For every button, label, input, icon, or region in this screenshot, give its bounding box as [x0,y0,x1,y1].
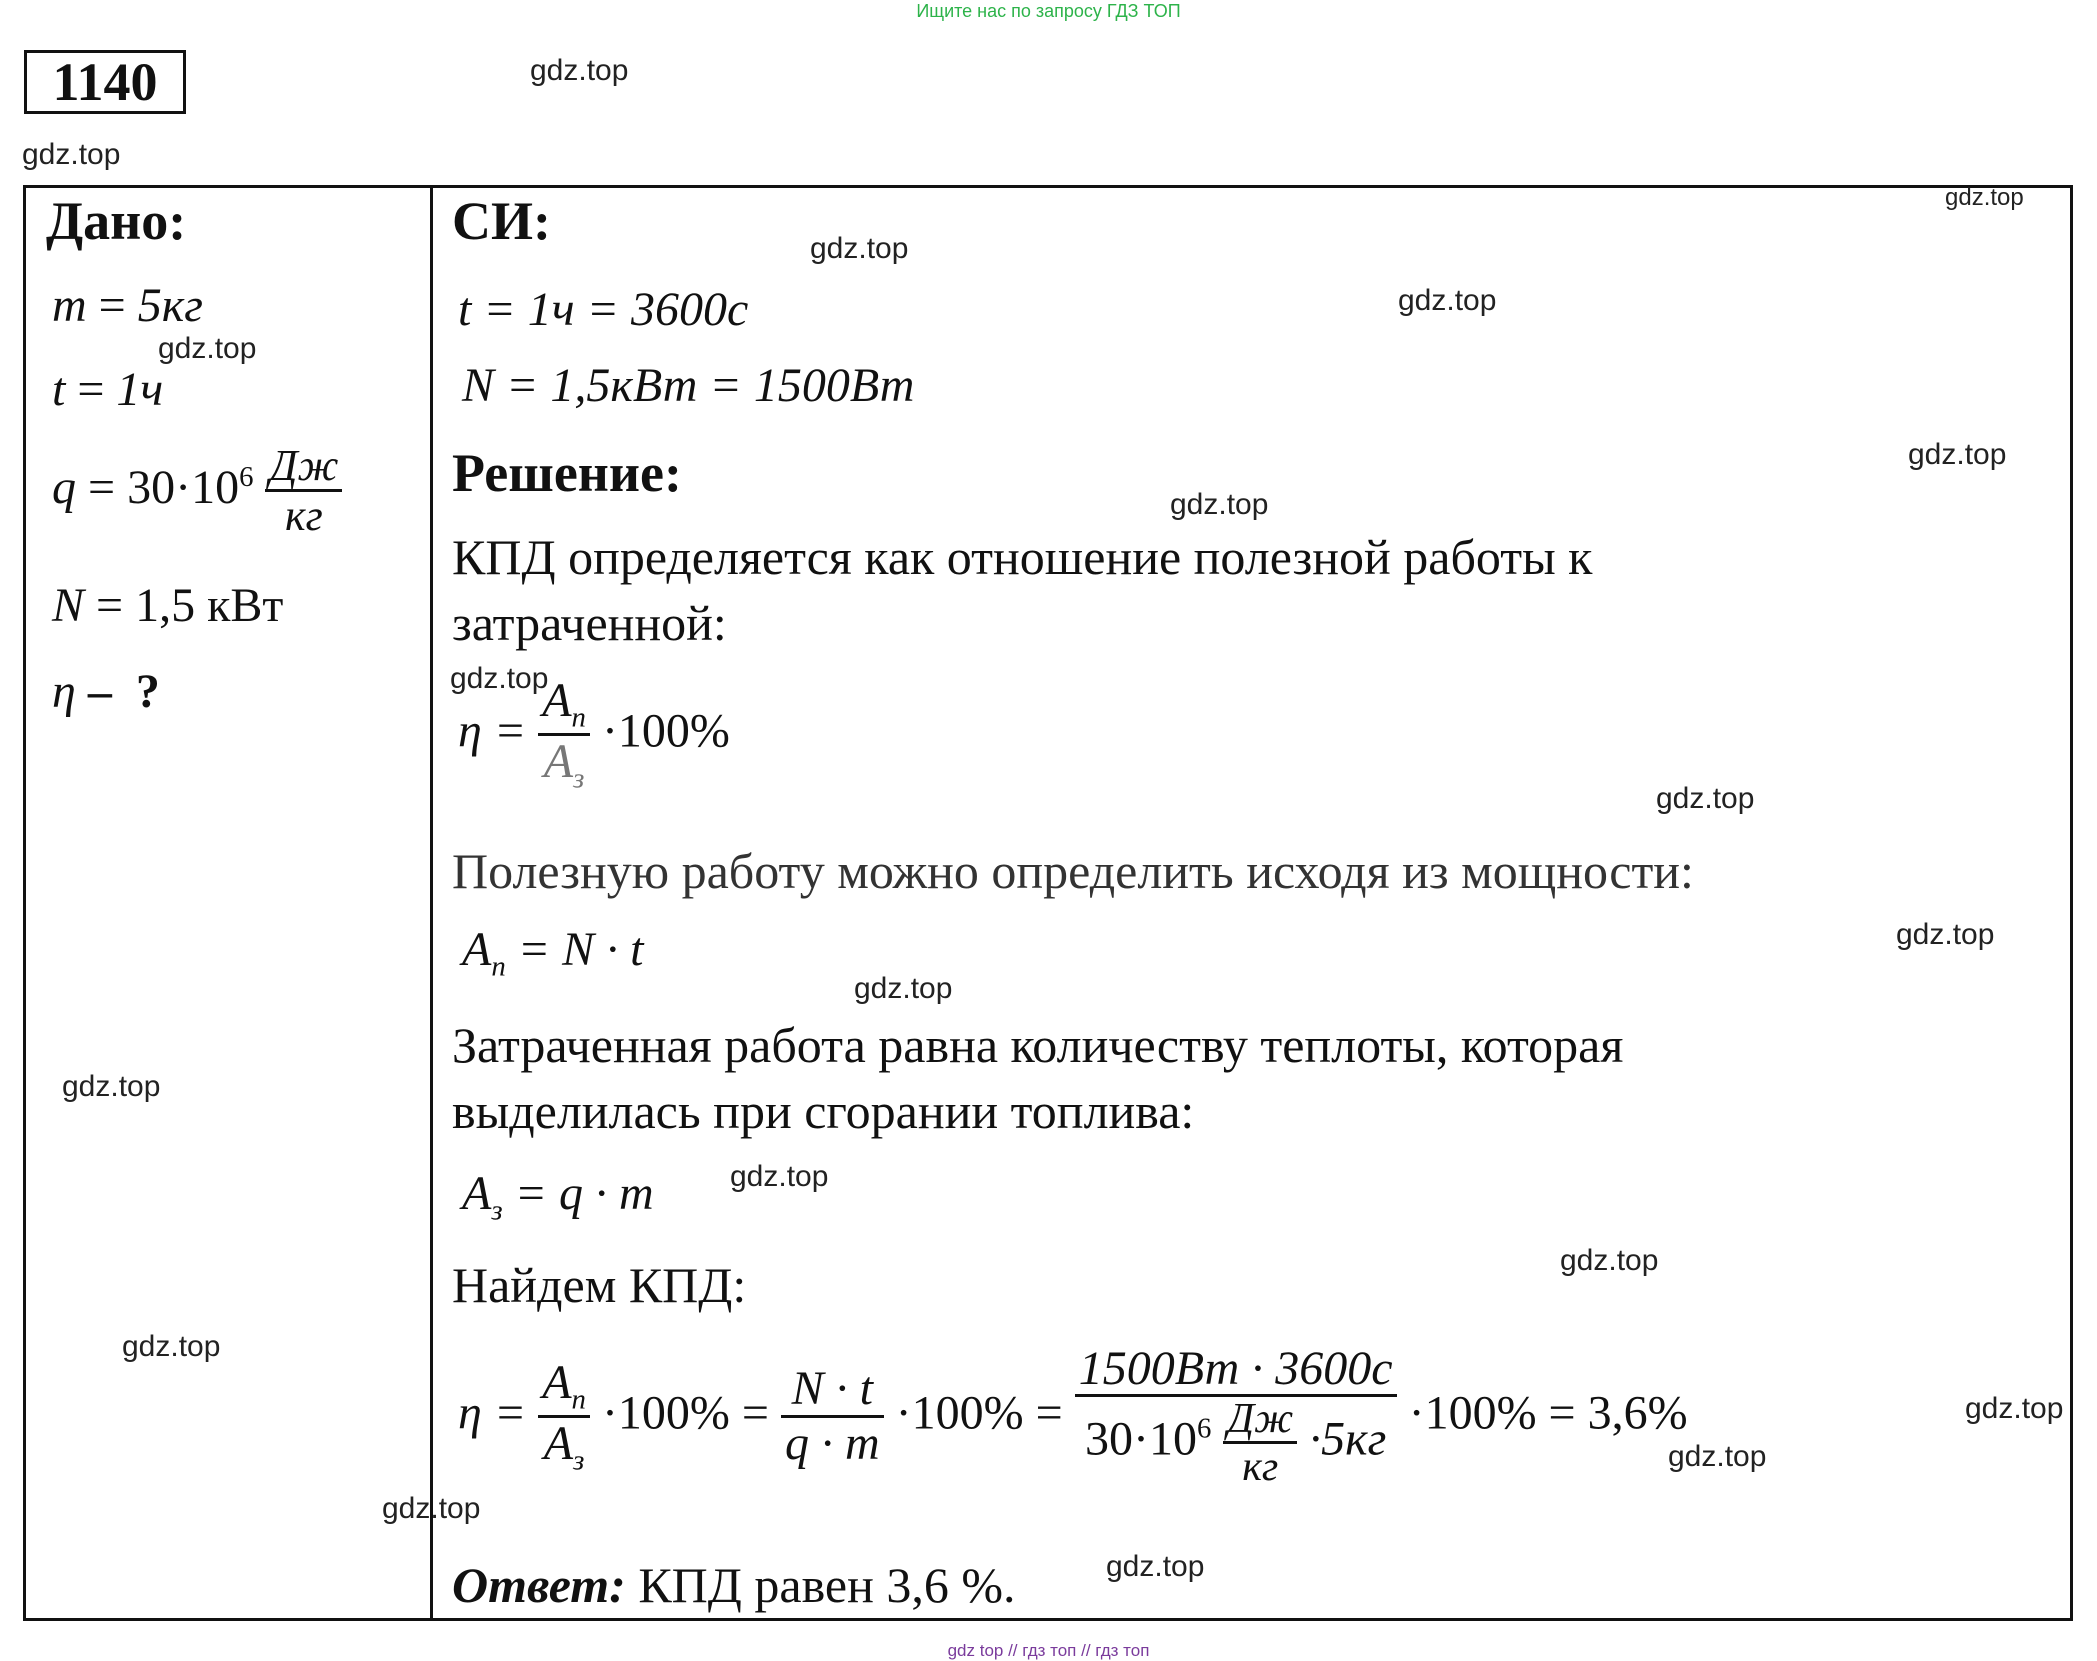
formula-1-lhs: η = [458,704,527,758]
heat-eq: = [88,460,116,514]
formula-4-result: ·100% = 3,6% [1408,1386,1688,1440]
mass-symbol: m [52,279,87,332]
watermark: gdz.top [382,1492,481,1525]
mass-value: 5кг [137,279,203,332]
watermark: gdz.top [1668,1440,1767,1473]
efficiency-question: ? [135,665,160,718]
watermark: gdz.top [730,1160,829,1193]
si-heading: СИ: [452,191,551,251]
problem-number: 1140 [24,50,186,114]
time-value: 1ч [116,363,164,416]
formula-4-fraction-a [538,1355,590,1477]
formula-4-a-den: $A_з$ [543,1416,585,1477]
footer: gdz top // гдз топ // гдз топ [947,1641,1150,1660]
si-power-rest: = 1,5кВт = 1500Вт [506,359,915,412]
formula-3-symbol: A [462,1167,492,1220]
heat-exp: 6 [239,460,254,493]
efficiency-symbol: η [52,665,76,718]
heat-unit-num: Дж [265,443,342,492]
power-eq: = [96,579,124,632]
watermark: gdz.top [62,1070,161,1103]
time-eq: = [77,363,105,416]
formula-1-den: $A_з$ [543,734,585,795]
top-banner: Ищите нас по запросу ГДЗ ТОП [916,1,1181,21]
watermark: gdz.top [854,972,953,1005]
formula-4-fraction-c [1075,1344,1397,1491]
watermark: gdz.top [1896,918,1995,951]
watermark: gdz.top [1170,488,1269,521]
formula-2-symbol: A [462,923,492,976]
heat-symbol: q [52,460,76,514]
time-symbol: t [52,363,66,416]
given-efficiency [52,664,160,719]
watermark: gdz.top [22,138,121,171]
paragraph-4: Найдем КПД: [452,1257,747,1313]
paragraph-2: Полезную работу можно определить исходя из мощности: [452,843,1694,899]
formula-4-mult-2: ·100% = [895,1386,1063,1440]
watermark: gdz.top [1965,1392,2064,1425]
given-power [52,578,283,633]
heat-unit-den: кг [285,491,323,541]
watermark: gdz.top [122,1330,221,1363]
watermark: gdz.top [158,332,257,365]
answer-label: Ответ: [452,1557,626,1613]
given-mass [52,278,203,333]
power-value: 1,5 кВт [135,579,284,632]
watermark: gdz.top [530,54,629,87]
paragraph-1-line-2: затраченной: [452,595,727,651]
answer-text: КПД равен 3,6 %. [638,1557,1016,1613]
heat-unit-fraction [265,443,342,541]
formula-4-a-num: $A_п$ [538,1358,590,1418]
given-time [52,362,163,417]
given-heading: Дано: [46,191,187,251]
formula-4-b-num: N · t [781,1364,884,1417]
formula-spent-work [462,1166,654,1228]
formula-4-mult-1: ·100% = [601,1386,769,1440]
watermark: gdz.top [1908,438,2007,471]
watermark: gdz.top [1945,184,2024,211]
power-symbol: N [52,579,85,632]
si-power-symbol: N [462,359,495,412]
watermark: gdz.top [450,662,549,695]
paragraph-3-line-2: выделилась при сгорании топлива: [452,1083,1195,1139]
formula-1-num: $A_п$ [538,676,590,736]
formula-useful-work [462,922,643,984]
formula-3-rest: = q · m [514,1167,654,1220]
paragraph-1-line-1: КПД определяется как отношение полезной работы к [452,529,1593,585]
formula-2-sub: п [491,950,506,983]
watermark: gdz.top [1106,1550,1205,1583]
formula-4-c-den: $30\cdot 10^6$ $\frac{Дж}{кг}$ ·5кг [1084,1396,1387,1491]
given-heat [52,443,342,541]
formula-4-c-num: 1500Вт · 3600с [1075,1344,1397,1397]
paragraph-3-line-1: Затраченная работа равна количеству теплоты, которая [452,1017,1624,1073]
formula-2-rest: = N · t [517,923,644,976]
formula-final [458,1344,1688,1491]
efficiency-dash: – [87,665,112,718]
watermark: gdz.top [810,232,909,265]
formula-4-c-den-unit: $\frac{Дж}{кг}$ [1223,1397,1297,1490]
formula-3-sub: з [491,1194,503,1227]
formula-1-tail: ·100% [601,704,730,758]
formula-4-fraction-b [781,1364,884,1470]
watermark: gdz.top [1656,782,1755,815]
si-time-symbol: t [458,283,472,336]
si-time [458,282,748,337]
mass-eq: = [98,279,126,332]
answer-line [452,1556,1016,1614]
solution-heading: Решение: [452,443,682,503]
si-power [462,358,914,413]
si-time-rest: = 1ч = 3600с [483,283,749,336]
watermark: gdz.top [1398,284,1497,317]
formula-4-lhs: η = [458,1386,527,1440]
formula-4-b-den: q · m [784,1416,880,1470]
heat-coef: 30·10 [127,460,240,514]
table-divider [430,185,433,1621]
watermark: gdz.top [1560,1244,1659,1277]
